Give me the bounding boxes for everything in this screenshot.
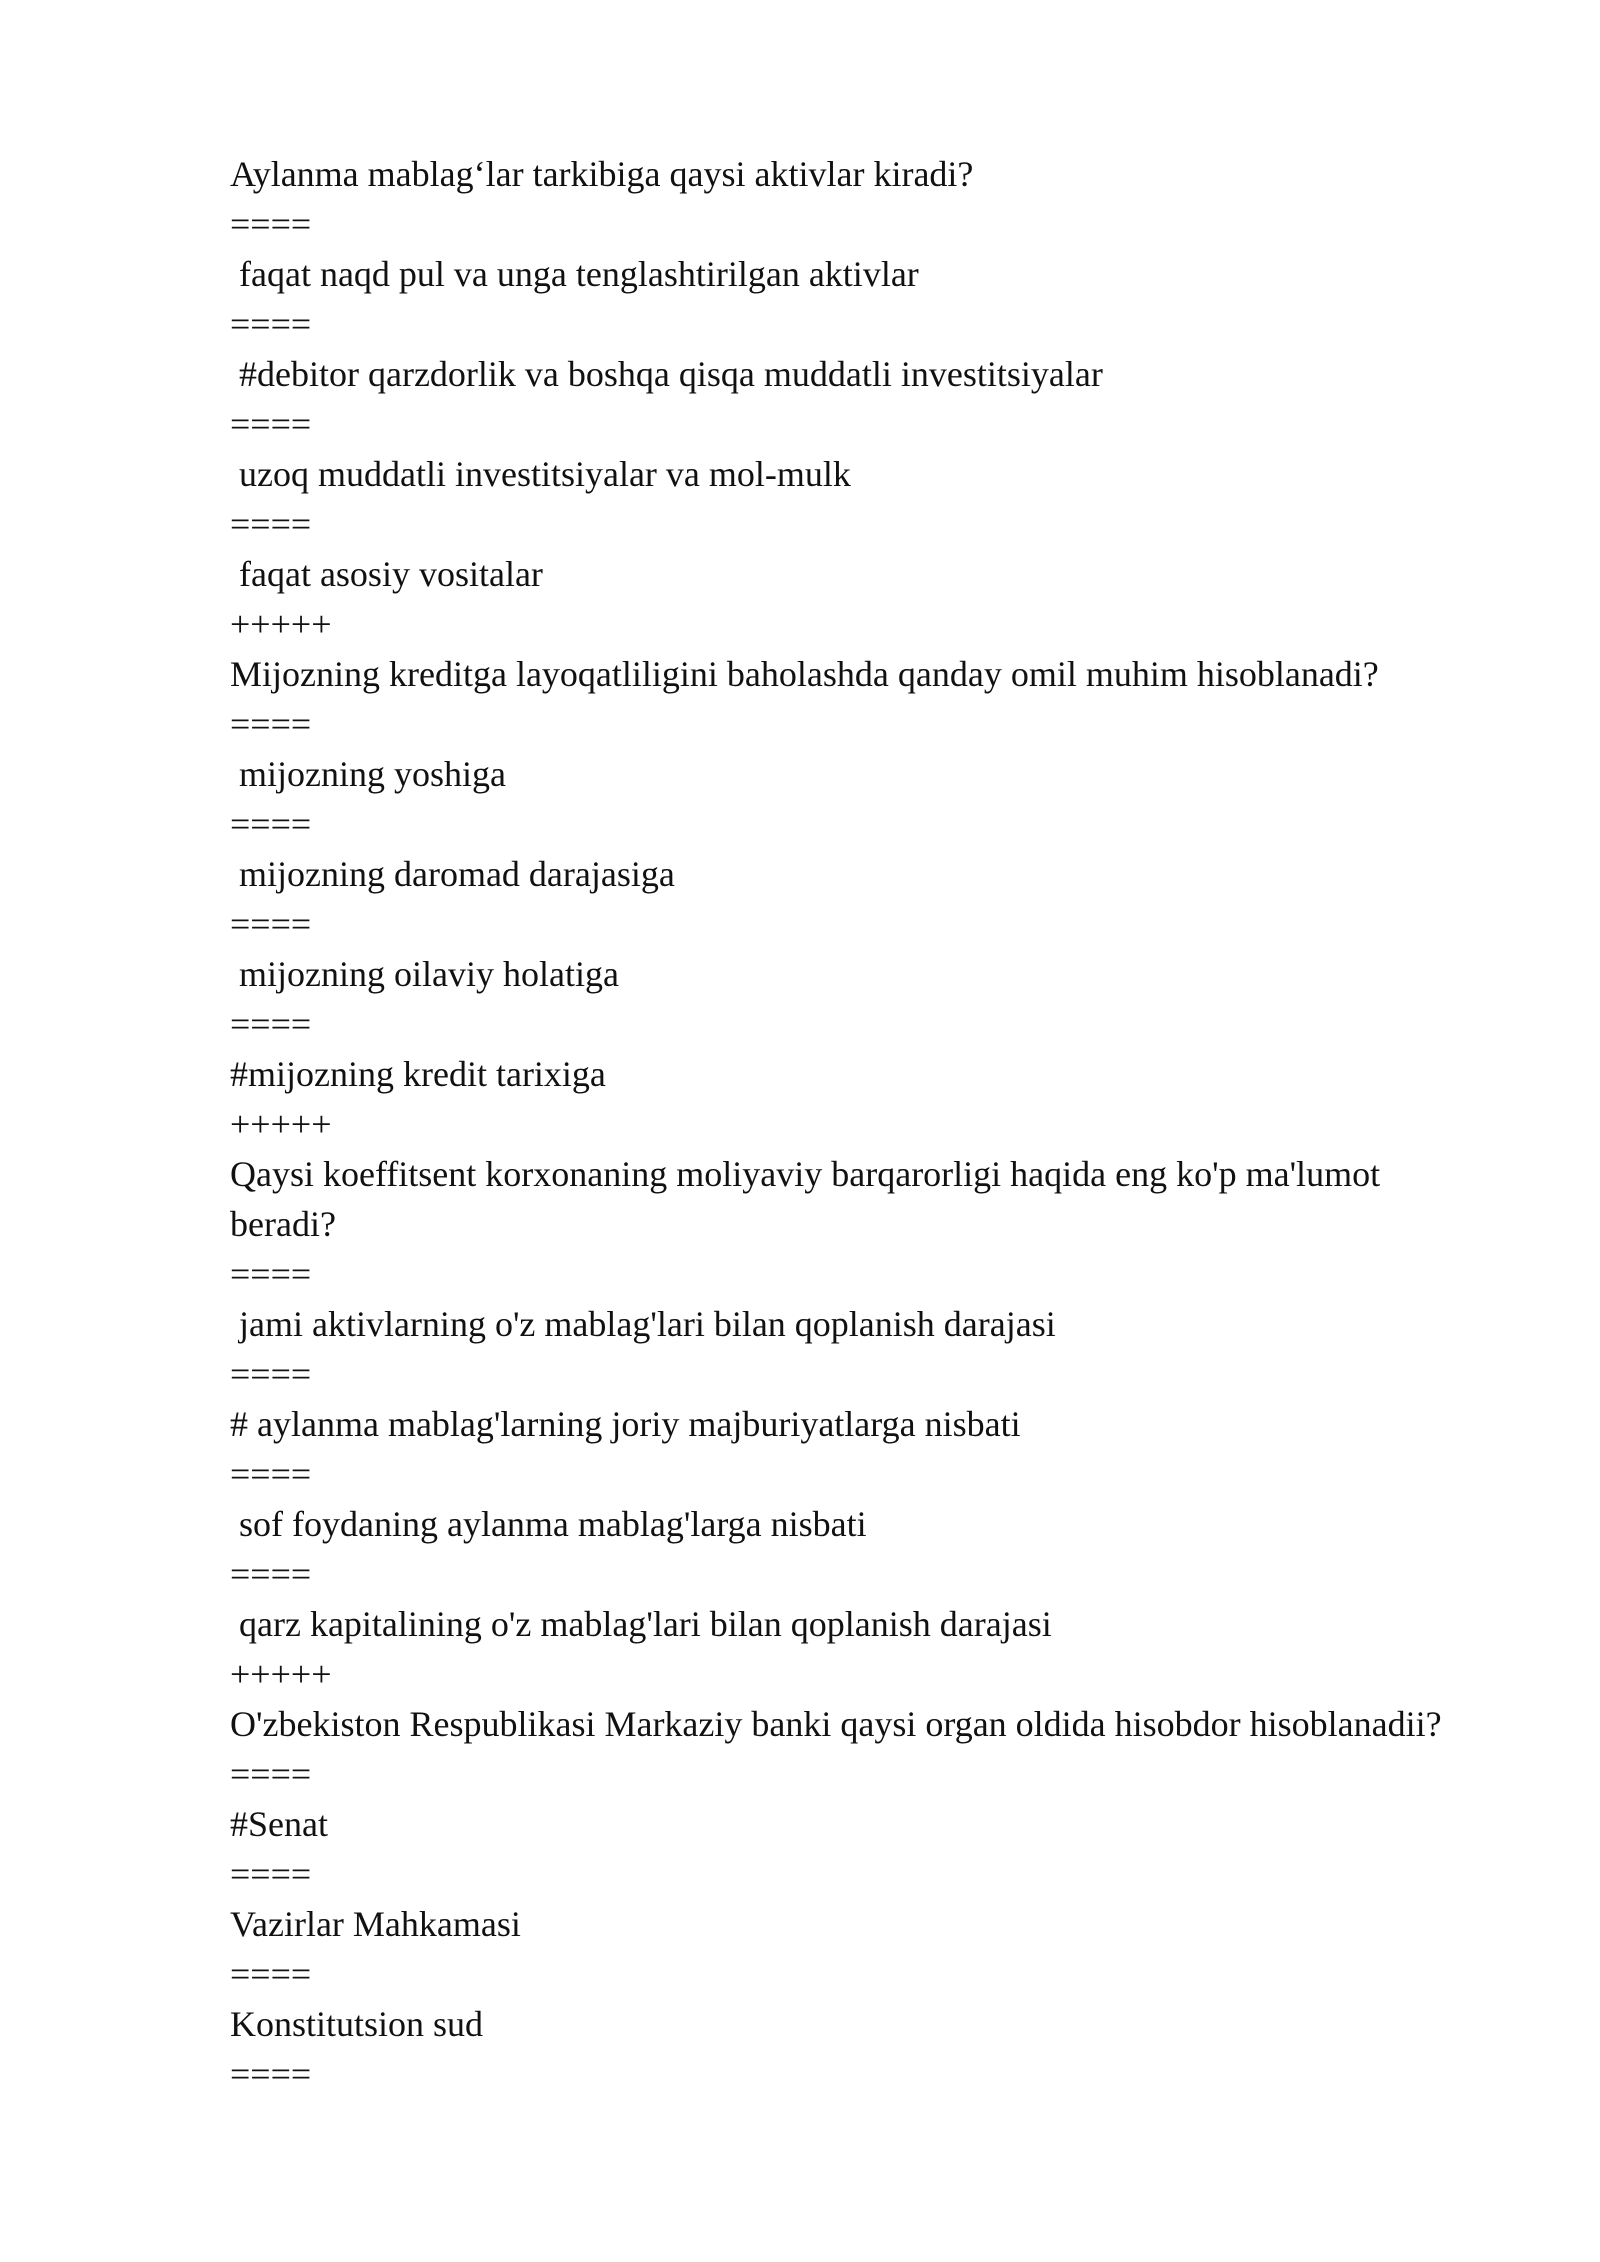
answer-option: uzoq muddatli investitsiyalar va mol-mulk	[230, 454, 851, 494]
separator: ====	[230, 204, 312, 244]
question-text: Mijozning kreditga layoqatliligini baholashda qanday omil muhim hisoblanadi?	[230, 654, 1379, 694]
answer-option: Vazirlar Mahkamasi	[230, 1904, 521, 1944]
question-text: Aylanma mablag‘lar tarkibiga qaysi aktivlar kiradi?	[230, 154, 974, 194]
answer-option: #mijozning kredit tarixiga	[230, 1054, 606, 1094]
separator: ====	[230, 1354, 312, 1394]
document-page	[230, 149, 1492, 2099]
question-text: Qaysi koeffitsent korxonaning moliyaviy barqarorligi haqida eng ko'p ma'lumot beradi?	[230, 1154, 1381, 1244]
separator: ====	[230, 704, 312, 744]
answer-option: #debitor qarzdorlik va boshqa qisqa muddatli investitsiyalar	[230, 354, 1103, 394]
answer-option: mijozning yoshiga	[230, 754, 506, 794]
question-divider: +++++	[230, 1104, 332, 1144]
separator: ====	[230, 1254, 312, 1294]
answer-option: faqat naqd pul va unga tenglashtirilgan aktivlar	[230, 254, 919, 294]
question-divider: +++++	[230, 1654, 332, 1694]
separator: ====	[230, 404, 312, 444]
separator: ====	[230, 904, 312, 944]
separator: ====	[230, 304, 312, 344]
separator: ====	[230, 504, 312, 544]
answer-option: qarz kapitalining o'z mablag'lari bilan qoplanish darajasi	[230, 1604, 1052, 1644]
separator: ====	[230, 804, 312, 844]
answer-option: #Senat	[230, 1804, 328, 1844]
question-divider: +++++	[230, 604, 332, 644]
separator: ====	[230, 1004, 312, 1044]
answer-option: # aylanma mablag'larning joriy majburiyatlarga nisbati	[230, 1404, 1021, 1444]
answer-option: mijozning daromad darajasiga	[230, 854, 675, 894]
separator: ====	[230, 1454, 312, 1494]
answer-option: sof foydaning aylanma mablag'larga nisbati	[230, 1504, 867, 1544]
answer-option: mijozning oilaviy holatiga	[230, 954, 619, 994]
separator: ====	[230, 1754, 312, 1794]
answer-option: faqat asosiy vositalar	[230, 554, 543, 594]
answer-option: Konstitutsion sud	[230, 2004, 484, 2044]
separator: ====	[230, 1954, 312, 1994]
separator: ====	[230, 1854, 312, 1894]
answer-option: jami aktivlarning o'z mablag'lari bilan qoplanish darajasi	[230, 1304, 1056, 1344]
question-text: O'zbekiston Respublikasi Markaziy banki qaysi organ oldida hisobdor hisoblanadii?	[230, 1704, 1442, 1744]
separator: ====	[230, 2054, 312, 2094]
separator: ====	[230, 1554, 312, 1594]
